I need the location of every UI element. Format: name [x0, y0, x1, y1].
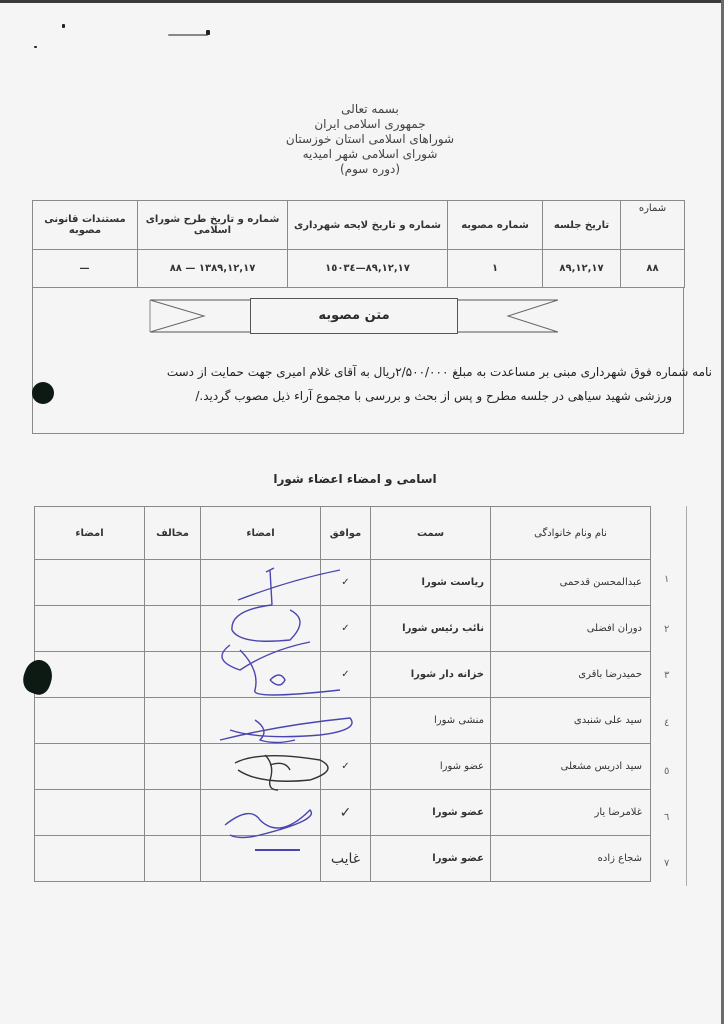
member-name: سید علی شنبدی	[491, 698, 651, 744]
agree-check: ✓	[321, 790, 371, 836]
header-signature-2: امضاء	[35, 507, 145, 560]
row-number: ٢	[664, 624, 670, 635]
member-role: نائب رئیس شورا	[371, 606, 491, 652]
row-number: ٣	[664, 670, 670, 681]
signature-cell-2	[35, 836, 145, 882]
table-row	[35, 744, 651, 790]
oppose-cell	[145, 606, 201, 652]
table-row	[35, 698, 651, 744]
ink-blot	[32, 382, 54, 404]
signature-cell	[201, 560, 321, 606]
signature-cell-2	[35, 606, 145, 652]
member-name: عبدالمحسن قدحمی	[491, 560, 651, 606]
members-table	[34, 506, 651, 882]
document-header	[230, 102, 510, 177]
row-number: ٦	[664, 812, 670, 823]
member-role: ریاست شورا	[371, 560, 491, 606]
signature-cell	[201, 790, 321, 836]
resolution-banner	[148, 298, 560, 334]
oppose-cell	[145, 652, 201, 698]
scan-speck	[206, 30, 210, 35]
header-session-date: تاریخ جلسه	[543, 201, 621, 250]
agree-check	[321, 698, 371, 744]
scan-speck	[34, 46, 37, 48]
value-session-date: ٨٩,١٢,١٧	[543, 250, 621, 288]
members-title: اسامی و امضاء اعضاء شورا	[273, 472, 437, 486]
signature-cell	[201, 744, 321, 790]
value-legal-docs: —	[33, 250, 138, 288]
value-session-no: ٨٨	[621, 250, 685, 288]
member-role: عضو شورا	[371, 790, 491, 836]
header-session-no: شماره	[621, 201, 685, 250]
header-signature: امضاء	[201, 507, 321, 560]
member-name: حمیدرضا باقری	[491, 652, 651, 698]
table-row	[35, 560, 651, 606]
signature-cell	[201, 836, 321, 882]
signature-cell-2	[35, 698, 145, 744]
header-term: (دوره سوم)	[339, 162, 401, 176]
agree-check: ✓	[321, 606, 371, 652]
signature-cell	[201, 606, 321, 652]
scan-speck	[62, 24, 65, 28]
header-agree: موافق	[321, 507, 371, 560]
oppose-cell	[145, 836, 201, 882]
signature-cell-2	[35, 744, 145, 790]
table-edge-line	[686, 506, 687, 886]
member-name: سید ادریس مشعلی	[491, 744, 651, 790]
signature-cell-2	[35, 790, 145, 836]
member-name: غلامرضا یار	[491, 790, 651, 836]
resolution-line-1: نامه شماره فوق شهرداری مبنی بر مساعدت به مبلغ ۲/۵۰۰/۰۰۰ریال به آقای غلام امیری جهت حمایت از دست	[166, 365, 712, 379]
row-number: ٤	[664, 718, 670, 729]
resolution-title: متن مصوبه	[250, 298, 458, 334]
header-country: جمهوری اسلامی ایران	[314, 117, 426, 131]
row-number: ١	[664, 574, 670, 585]
member-name: شجاع زاده	[491, 836, 651, 882]
row-number: ٧	[664, 858, 670, 869]
agree-check: ✓	[321, 560, 371, 606]
resolution-info-table	[32, 200, 685, 288]
oppose-cell	[145, 698, 201, 744]
resolution-body	[40, 360, 712, 408]
header-city-council: شورای اسلامی شهر امیدیه	[302, 147, 438, 161]
value-bill-no-date: ٨٩,١٢,١٧—١٥٠٣٤	[288, 250, 448, 288]
member-name: دوران افضلی	[491, 606, 651, 652]
row-number: ٥	[664, 766, 670, 777]
header-council-plan-no-date: شماره و تاریخ طرح شورای اسلامی	[138, 201, 288, 250]
header-resolution-no: شماره مصوبه	[448, 201, 543, 250]
scan-edge-top	[0, 0, 724, 3]
header-role: سمت	[371, 507, 491, 560]
table-row	[35, 606, 651, 652]
header-oppose: مخالف	[145, 507, 201, 560]
agree-check: ✓	[321, 652, 371, 698]
value-resolution-no: ١	[448, 250, 543, 288]
absent-mark: غایب	[321, 836, 371, 882]
scan-speck	[168, 34, 208, 36]
header-name: نام ونام خانوادگی	[491, 507, 651, 560]
member-role: عضو شورا	[371, 744, 491, 790]
signature-cell	[201, 652, 321, 698]
header-bill-no-date: شماره و تاریخ لایحه شهرداری	[288, 201, 448, 250]
header-legal-docs: مستندات قانونی مصوبه	[33, 201, 138, 250]
resolution-line-2: ورزشی شهید سیاهی در جلسه مطرح و پس از بحث و بررسی با مجموع آراء ذیل مصوب گردید./	[195, 389, 672, 403]
header-province-councils: شوراهای اسلامی استان خوزستان	[285, 132, 455, 146]
oppose-cell	[145, 790, 201, 836]
table-row	[35, 652, 651, 698]
member-role: عضو شورا	[371, 836, 491, 882]
member-role: خزانه دار شورا	[371, 652, 491, 698]
signature-cell	[201, 698, 321, 744]
value-council-plan-no-date: ١٣٨٩,١٢,١٧ — ٨٨	[138, 250, 288, 288]
header-invocation: بسمه تعالی	[341, 102, 399, 116]
table-row	[35, 790, 651, 836]
oppose-cell	[145, 744, 201, 790]
signature-cell-2	[35, 560, 145, 606]
table-row	[35, 836, 651, 882]
agree-check: ✓	[321, 744, 371, 790]
oppose-cell	[145, 560, 201, 606]
member-role: منشی شورا	[371, 698, 491, 744]
